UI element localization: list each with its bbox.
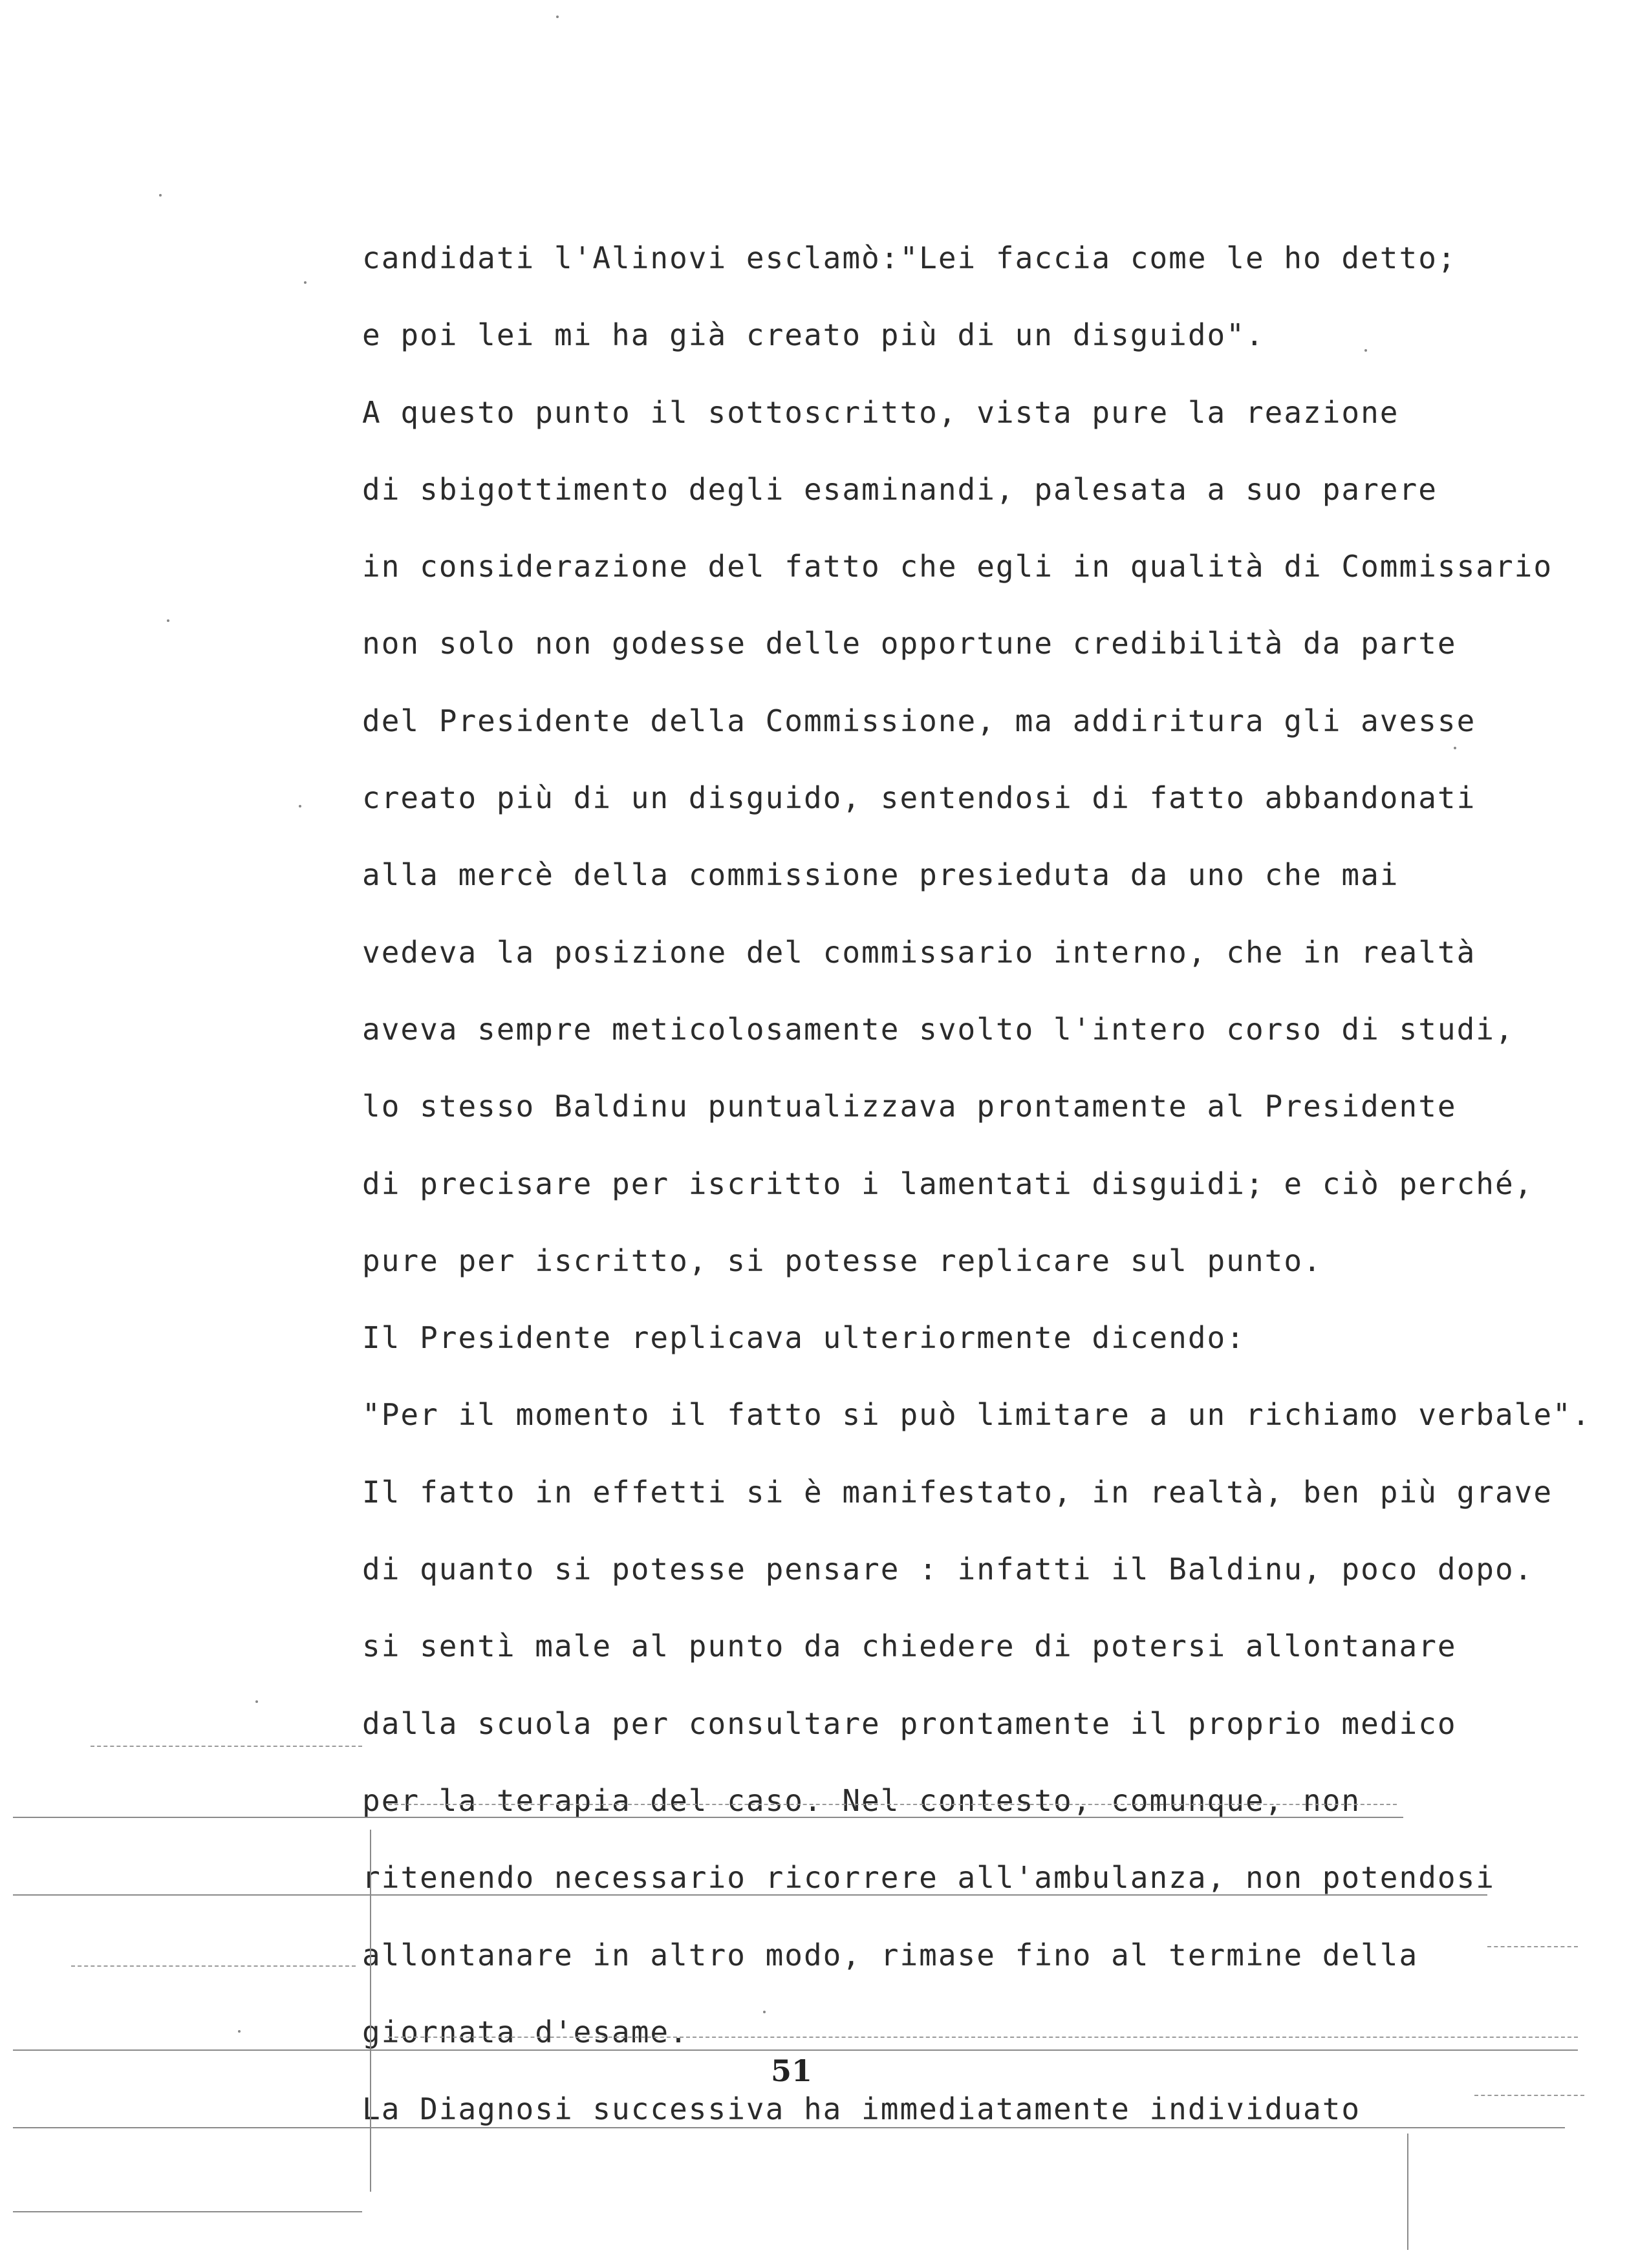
- copy-artifact-line: [13, 1894, 1487, 1896]
- page-number: 51: [771, 2053, 813, 2088]
- copy-speck: [304, 281, 307, 284]
- copy-speck: [299, 805, 301, 808]
- text-line: Il fatto in effetti si è manifestato, in realtà, ben più grave: [362, 1474, 1553, 1510]
- text-line: ritenendo necessario ricorrere all'ambulanza, non potendosi: [362, 1860, 1495, 1896]
- text-line: Il Presidente replicava ulteriormente dicendo:: [362, 1320, 1245, 1356]
- text-line: del Presidente della Commissione, ma addiritura gli avesse: [362, 703, 1476, 738]
- text-line: giornata d'esame.: [362, 2014, 689, 2049]
- copy-speck: [1454, 747, 1456, 749]
- copy-artifact-margin: [370, 1830, 371, 2192]
- copy-artifact-line: [13, 2127, 1565, 2128]
- text-line: e poi lei mi ha già creato più di un disguido".: [362, 317, 1265, 353]
- text-line: La Diagnosi successiva ha immediatamente individuato: [362, 2091, 1361, 2127]
- copy-speck: [238, 2030, 241, 2033]
- copy-artifact-line: [91, 1746, 362, 1747]
- copy-artifact-line: [71, 1965, 356, 1967]
- text-line: lo stesso Baldinu puntualizzava prontamente al Presidente: [362, 1089, 1457, 1124]
- text-line: vedeva la posizione del commissario interno, che in realtà: [362, 934, 1476, 970]
- body-text: [362, 220, 1591, 2148]
- text-line: di sbigottimento degli esaminandi, palesata a suo parere: [362, 471, 1438, 507]
- copy-speck: [763, 2011, 766, 2013]
- text-line: di precisare per iscritto i lamentati disguidi; e ciò perché,: [362, 1166, 1534, 1201]
- text-line: di quanto si potesse pensare : infatti il Baldinu, poco dopo.: [362, 1552, 1534, 1587]
- copy-speck: [255, 1700, 258, 1703]
- copy-artifact-line: [13, 1817, 1403, 1818]
- text-line: non solo non godesse delle opportune credibilità da parte: [362, 626, 1457, 661]
- copy-artifact-line: [13, 2049, 1578, 2051]
- text-line: dalla scuola per consultare prontamente il proprio medico: [362, 1706, 1457, 1741]
- text-line: in considerazione del fatto che egli in qualità di Commissario: [362, 549, 1553, 584]
- copy-speck: [167, 619, 169, 622]
- text-line: "Per il momento il fatto si può limitare a un richiamo verbale".: [362, 1397, 1591, 1433]
- copy-speck: [159, 194, 162, 197]
- copy-artifact-margin: [1407, 2134, 1408, 2250]
- copy-speck: [1364, 349, 1367, 352]
- text-line: A questo punto il sottoscritto, vista pure la reazione: [362, 394, 1399, 430]
- text-line: per la terapia del caso. Nel contesto, comunque, non: [362, 1782, 1361, 1818]
- copy-artifact-line: [388, 2037, 1578, 2038]
- text-line: pure per iscritto, si potesse replicare sul punto.: [362, 1243, 1322, 1278]
- text-line: aveva sempre meticolosamente svolto l'intero corso di studi,: [362, 1011, 1514, 1047]
- copy-artifact-line: [13, 2211, 362, 2212]
- copy-artifact-line: [1487, 1946, 1578, 1947]
- text-line: creato più di un disguido, sentendosi di fatto abbandonati: [362, 780, 1476, 816]
- copy-artifact-line: [388, 1804, 1397, 1805]
- text-line: si sentì male al punto da chiedere di potersi allontanare: [362, 1629, 1457, 1664]
- text-line: candidati l'Alinovi esclamò:"Lei faccia come le ho detto;: [362, 241, 1457, 275]
- copy-speck: [556, 16, 559, 18]
- text-line: allontanare in altro modo, rimase fino al termine della: [362, 1937, 1419, 1973]
- text-line: alla mercè della commissione presieduta da uno che mai: [362, 857, 1399, 893]
- copy-artifact-line: [1474, 2095, 1584, 2096]
